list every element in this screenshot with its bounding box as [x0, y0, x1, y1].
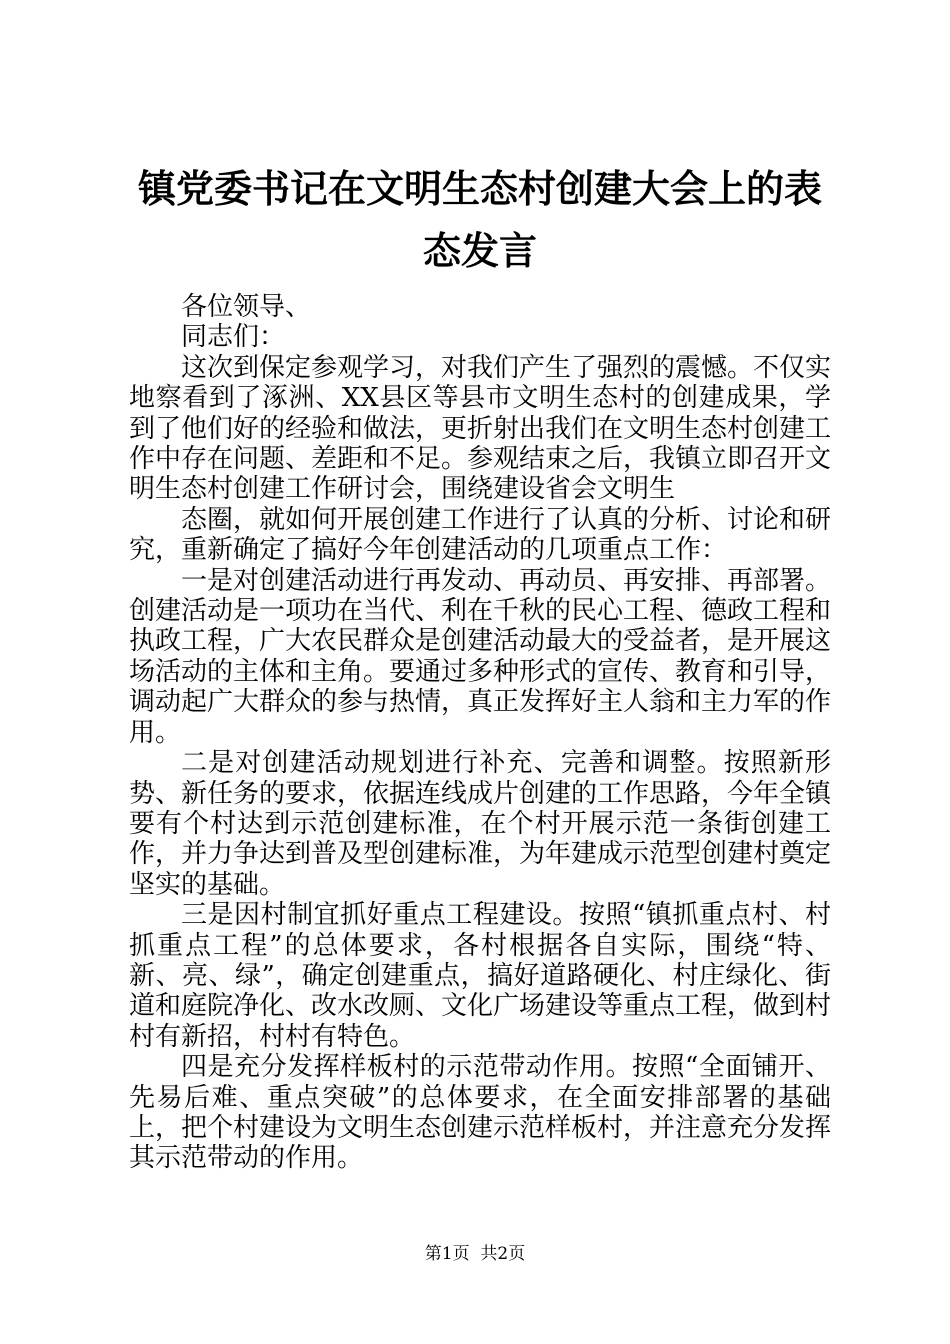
page-number: 第1页 共2页: [424, 1244, 526, 1264]
salutation-leaders: 各位领导、: [181, 292, 312, 322]
page-footer: [0, 1243, 950, 1265]
paragraph-intro: 这次到保定参观学习，对我们产生了强烈的震憾。不仅实地察看到了涿洲、XX县区等县市文明生态村的创建成果，学到了他们好的经验和做法，更折射出我们在文明生态村创建工作中存在问题、差距和不足。参观结束之后，我镇立即召开文明生态村创建工作研讨会，围绕建设省会文明生: [129, 352, 832, 505]
paragraph-point-three: 三是因村制宜抓好重点工程建设。按照“镇抓重点村、村抓重点工程”的总体要求，各村根据各自实际，围绕“特、新、亮、绿”，确定创建重点，搞好道路硬化、村庄绿化、街道和庭院净化、改水改厕、文化广场建设等重点工程，做到村村有新招，村村有特色。: [129, 900, 832, 1052]
salutation-comrades: 同志们：: [181, 322, 286, 353]
paragraph-point-two: 二是对创建活动规划进行补充、完善和调整。按照新形势、新任务的要求，依据连线成片创建的工作思路，今年全镇要有个村达到示范创建标准，在个村开展示范一条街创建工作，并力争达到普及型创建标准，为年建成示范型创建村奠定坚实的基础。: [129, 748, 832, 900]
paragraph-point-one: 一是对创建活动进行再发动、再动员、再安排、再部署。创建活动是一项功在当代、利在千秋的民心工程、德政工程和执政工程，广大农民群众是创建活动最大的受益者，是开展这场活动的主体和主角。要通过多种形式的宣传、教育和引导，调动起广大群众的参与热情，真正发挥好主人翁和主力军的作用。: [129, 565, 832, 748]
document-title: 镇党委书记在文明生态村创建大会上的表态发言: [137, 167, 822, 273]
paragraph-point-four: 四是充分发挥样板村的示范带动作用。按照“全面铺开、先易后难、重点突破”的总体要求，在全面安排部署的基础上，把个村建设为文明生态创建示范样板村，并注意充分发挥其示范带动的作用。: [129, 1052, 832, 1174]
document-body: [129, 292, 831, 1174]
paragraph-research: 态圈，就如何开展创建工作进行了认真的分析、讨论和研究，重新确定了搞好今年创建活动的几项重点工作：: [129, 504, 832, 566]
